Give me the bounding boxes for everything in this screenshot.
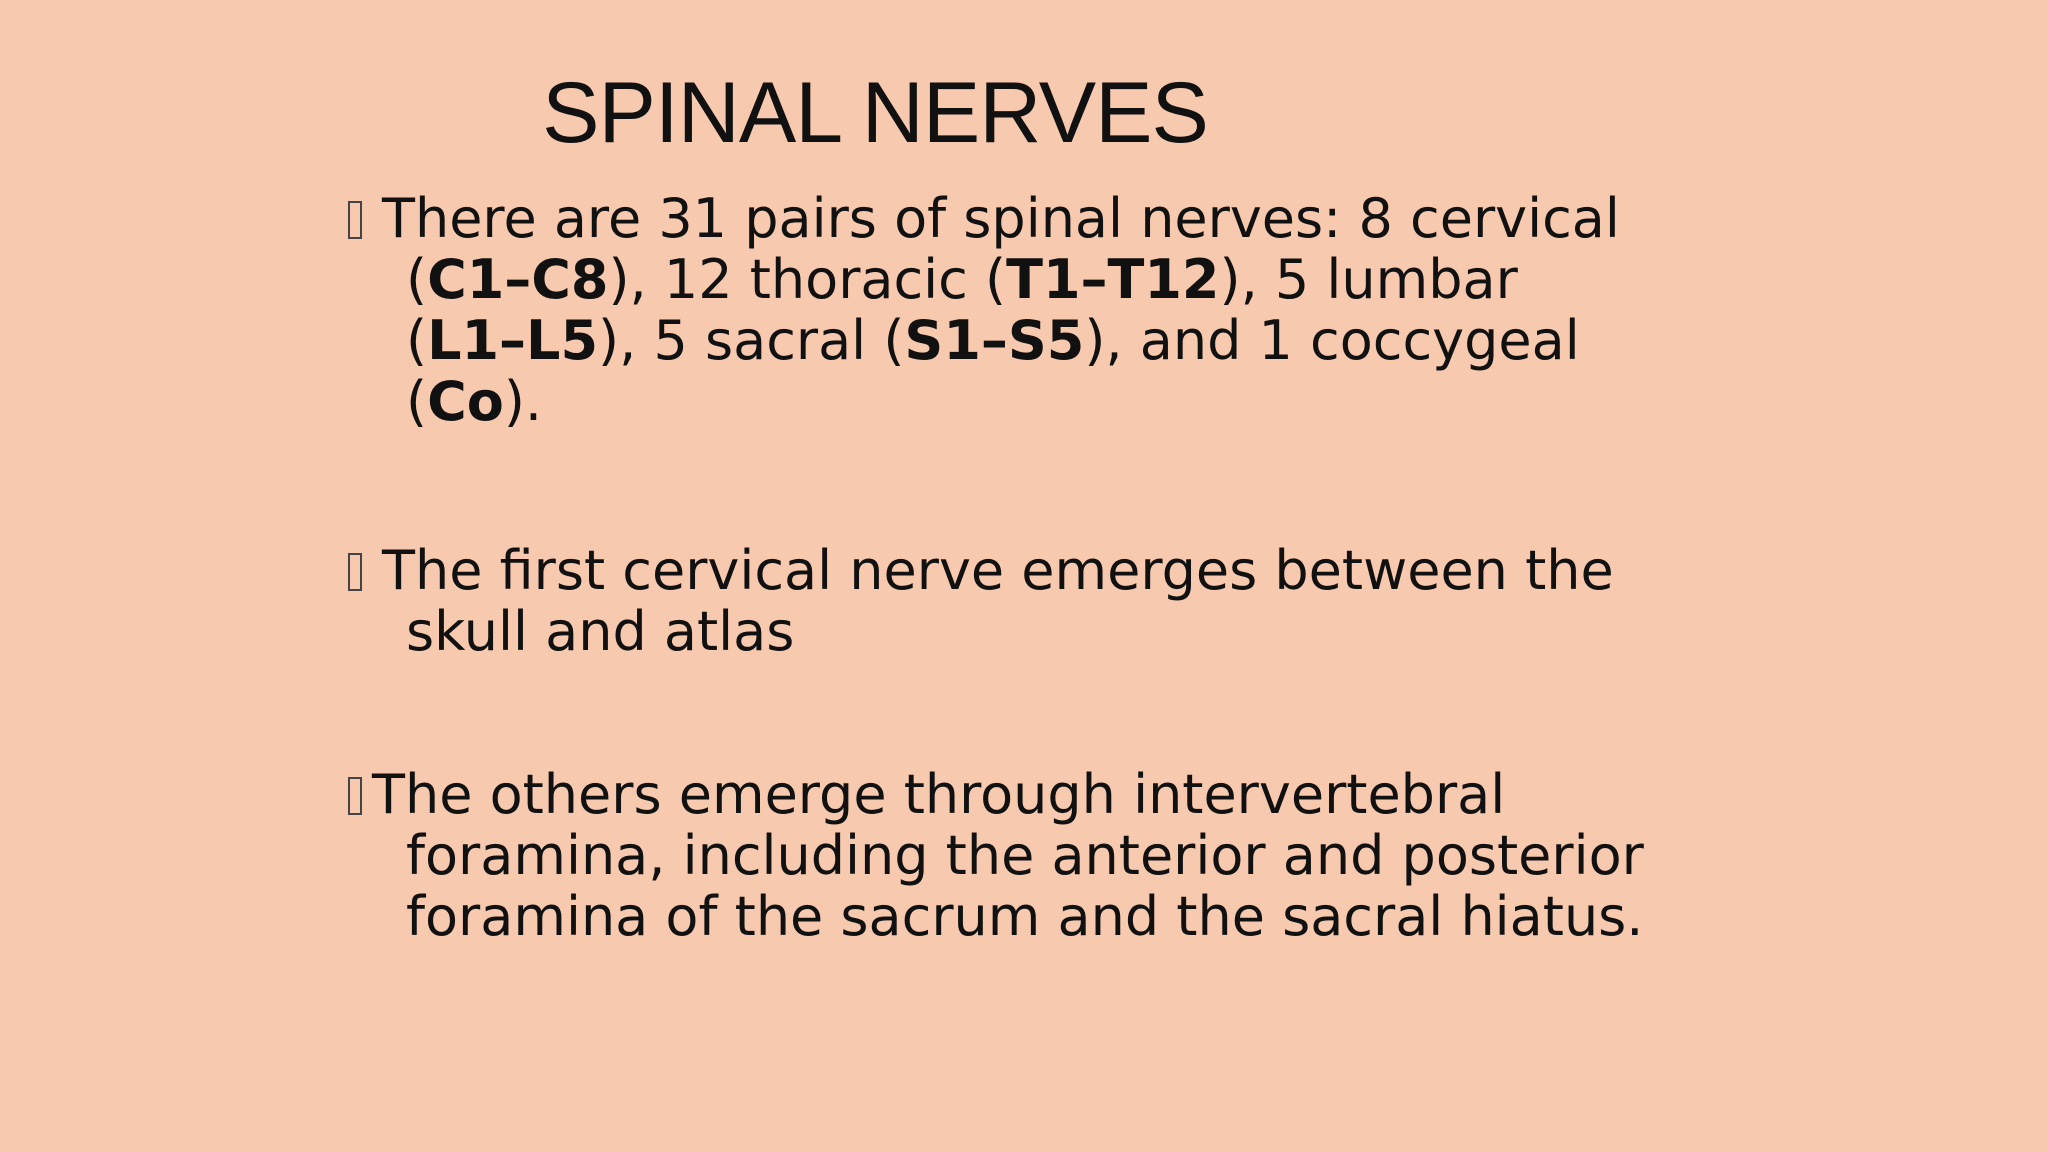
bullet-item-first-cervical-nerve (348, 540, 1708, 662)
lumbar-range: L1–L5 (427, 309, 599, 372)
bullet-line (348, 601, 1708, 662)
bullet-text: foramina of the sacrum and the sacral hiatus. (406, 885, 1644, 948)
bullet-text: The first cervical nerve emerges between the (382, 539, 1614, 602)
bullet-text: There are 31 pairs of spinal nerves: 8 cervical (382, 187, 1620, 250)
bullet-text: skull and atlas (406, 600, 795, 663)
bullet-text: ), 12 thoracic ( (608, 248, 1007, 311)
coccygeal-label: Co (427, 370, 504, 433)
bullet-text: ), 5 lumbar (1219, 248, 1518, 311)
bullet-line (348, 764, 1708, 825)
bullet-line (348, 540, 1708, 601)
bullet-box-icon (348, 553, 362, 591)
bullet-line (348, 825, 1708, 886)
bullet-line (348, 886, 1708, 947)
bullet-item-spinal-nerve-pairs (348, 188, 1708, 432)
thoracic-range: T1–T12 (1006, 248, 1220, 311)
bullet-text: The others emerge through intervertebral (372, 763, 1506, 826)
bullet-text: ), 5 sacral ( (598, 309, 905, 372)
bullet-item-other-nerves (348, 764, 1708, 947)
bullet-line (348, 310, 1708, 371)
bullet-text: ). (503, 370, 543, 433)
bullet-line (348, 371, 1708, 432)
bullet-text: foramina, including the anterior and posterior (406, 824, 1644, 887)
bullet-line (348, 188, 1708, 249)
bullet-text: ( (406, 370, 428, 433)
bullet-text: ( (406, 309, 428, 372)
cervical-range: C1–C8 (427, 248, 609, 311)
bullet-box-icon (348, 777, 362, 815)
bullet-text: ), and 1 coccygeal (1084, 309, 1580, 372)
bullet-box-icon (348, 201, 362, 239)
slide-title: SPINAL NERVES (542, 65, 1208, 161)
sacral-range: S1–S5 (904, 309, 1085, 372)
bullet-text: ( (406, 248, 428, 311)
bullet-line (348, 249, 1708, 310)
